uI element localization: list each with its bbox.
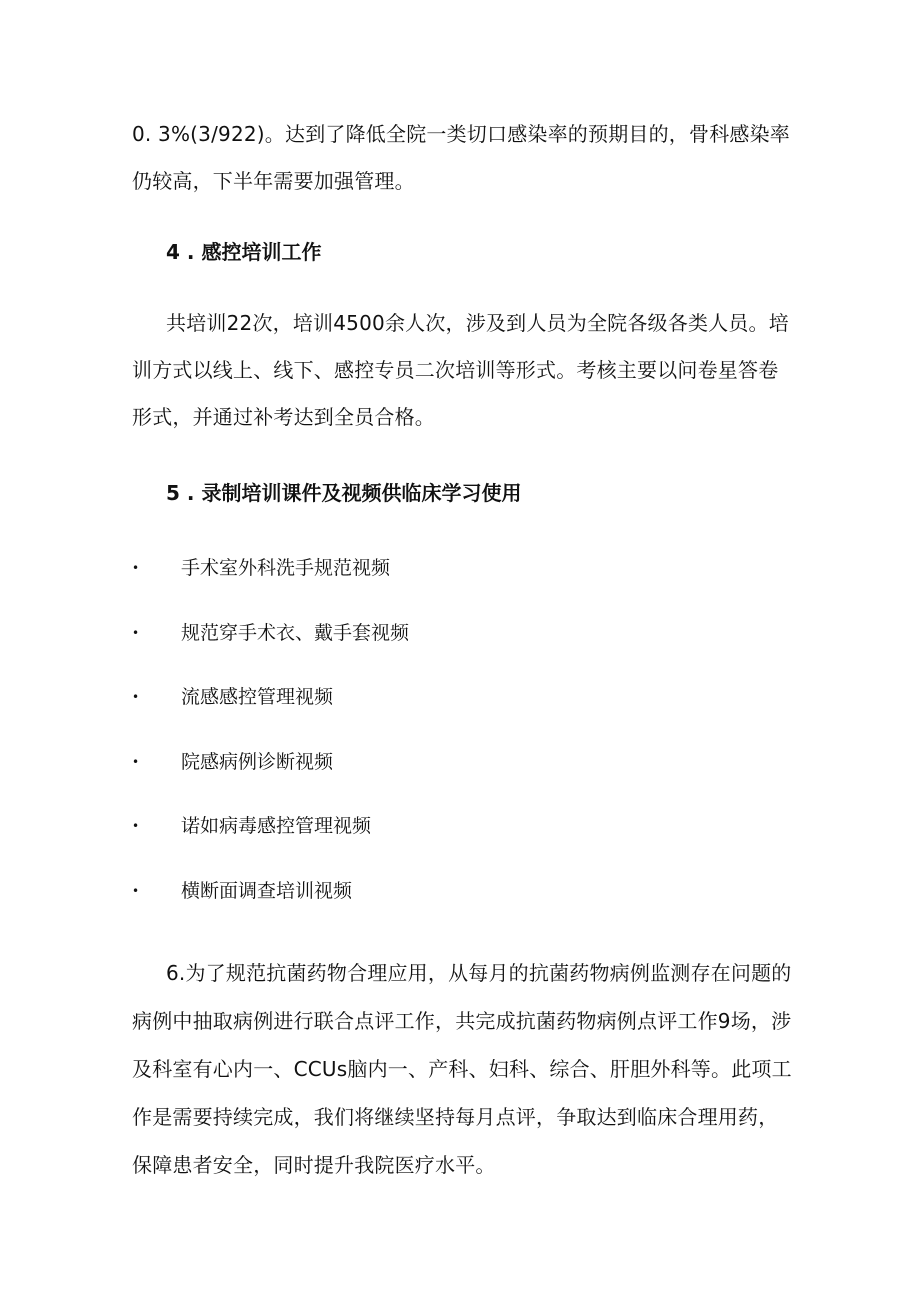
list-item-text: 横断面调查培训视频 (181, 880, 353, 902)
bullet-icon: • (132, 819, 140, 833)
bullet-icon: • (132, 755, 140, 769)
list-item-text: 规范穿手术衣、戴手套视频 (181, 622, 410, 644)
bullet-icon: • (132, 626, 140, 640)
list-item (132, 619, 692, 647)
list-item (132, 683, 692, 711)
heading-training-work: 4 . 感控培训工作 (166, 240, 322, 264)
list-item (132, 554, 692, 582)
list-item-text: 流感感控管理视频 (181, 686, 334, 708)
paragraph-infection-rate: 0. 3%(3/922)。达到了降低全院一类切口感染率的预期目的，骨科感染率仍较高，下半年需要加强管理。 (132, 122, 791, 193)
bullet-icon: • (132, 690, 140, 704)
bullet-icon: • (132, 884, 140, 898)
paragraph-training-summary: 共培训22次，培训4500余人次，涉及到人员为全院各级各类人员。培训方式以线上、线下、感控专员二次培训等形式。考核主要以问卷星答卷形式，并通过补考达到全员合格。 (132, 311, 789, 429)
list-item (132, 877, 692, 905)
list-item-text: 诺如病毒感控管理视频 (181, 815, 372, 837)
list-item-text: 院感病例诊断视频 (181, 751, 334, 773)
list-item (132, 748, 692, 776)
list-item-text: 手术室外科洗手规范视频 (181, 557, 391, 579)
heading-video-recording: 5 . 录制培训课件及视频供临床学习使用 (166, 481, 522, 505)
bullet-icon: • (132, 561, 140, 575)
list-item (132, 812, 692, 840)
paragraph-antibiotic-review: 6.为了规范抗菌药物合理应用，从每月的抗菌药物病例监测存在问题的病例中抽取病例进行联合点评工作，共完成抗菌药物病例点评工作9场，涉及科室有心内一、CCUs脑内一、产科、妇科、综合、肝胆外科等。此项工作是需要持续完成，我们将继续坚持每月点评，争取达到临床合理用药，保障患者安全，同时提升我院医疗水平。 (132, 961, 792, 1177)
